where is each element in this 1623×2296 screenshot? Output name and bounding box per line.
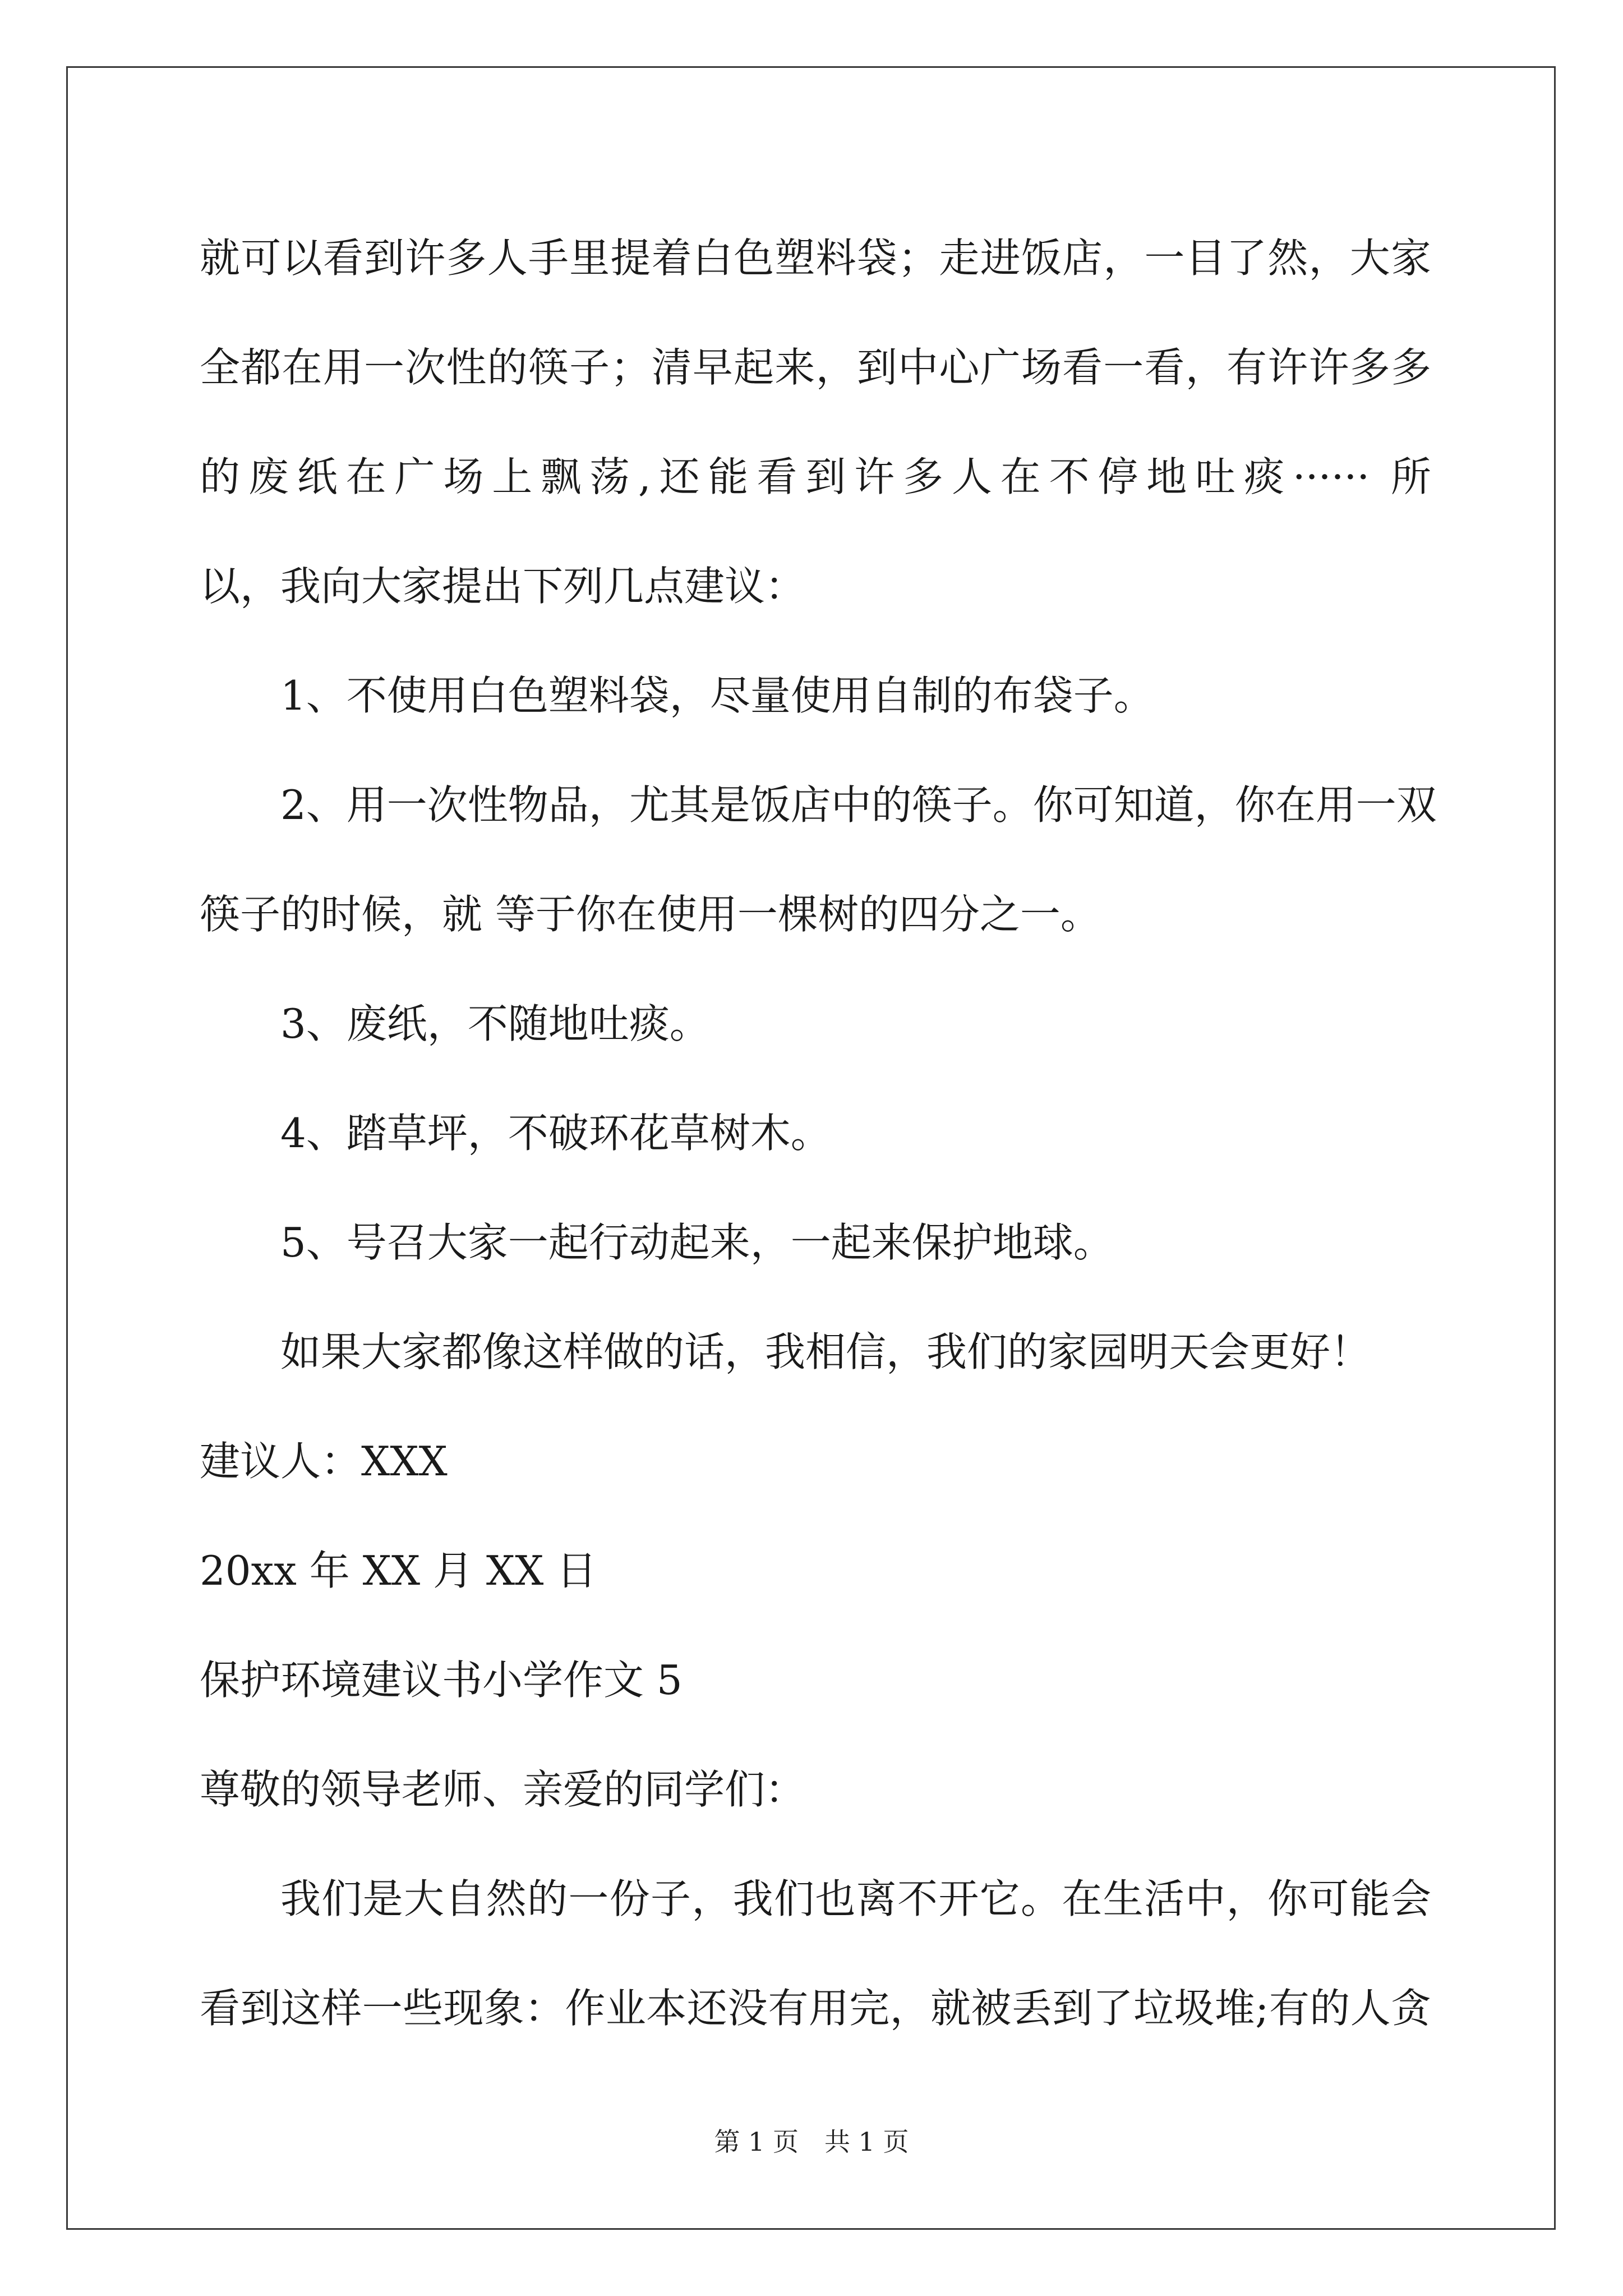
paragraph-line: 筷子的时候，就 等于你在使用一棵树的四分之一。 [200, 891, 1101, 938]
page-footer: 第 1 页 共 1 页 [714, 2127, 909, 2157]
list-item: 3、废纸，不随地吐痰。 [280, 1000, 710, 1047]
list-item: 4、踏草坪，不破环花草树木。 [280, 1110, 831, 1157]
date-line: 20xx 年 XX 月 XX 日 [200, 1547, 597, 1594]
list-item: 2、用一次性物品，尤其是饭店中的筷子。你可知道，你在用一双 [280, 781, 1437, 829]
paragraph-line: 我们是大自然的一份子，我们也离不开它。在生活中，你可能会 [280, 1875, 1431, 1922]
paragraph-line: 的废纸在广场上飘荡,还能看到许多人在不停地吐痰······ 所 [200, 453, 1431, 500]
paragraph-line: 全都在用一次性的筷子；清早起来，到中心广场看一看，有许许多多 [200, 344, 1431, 391]
signature-line: 建议人：XXX [200, 1438, 448, 1485]
list-item: 1、不使用白色塑料袋，尽量使用自制的布袋子。 [280, 672, 1154, 719]
salutation: 尊敬的领导老师、亲爱的同学们： [200, 1766, 806, 1813]
paragraph-line: 看到这样一些现象：作业本还没有用完，就被丢到了垃圾堆;有的人贪 [200, 1985, 1431, 2032]
paragraph-line: 如果大家都像这样做的话，我相信，我们的家园明天会更好！ [280, 1328, 1371, 1375]
list-item: 5、号召大家一起行动起来，一起来保护地球。 [280, 1219, 1114, 1266]
paragraph-line: 以，我向大家提出下列几点建议： [200, 563, 806, 610]
section-title: 保护环境建议书小学作文 5 [200, 1657, 683, 1704]
paragraph-line: 就可以看到许多人手里提着白色塑料袋；走进饭店，一目了然，大家 [200, 234, 1431, 282]
